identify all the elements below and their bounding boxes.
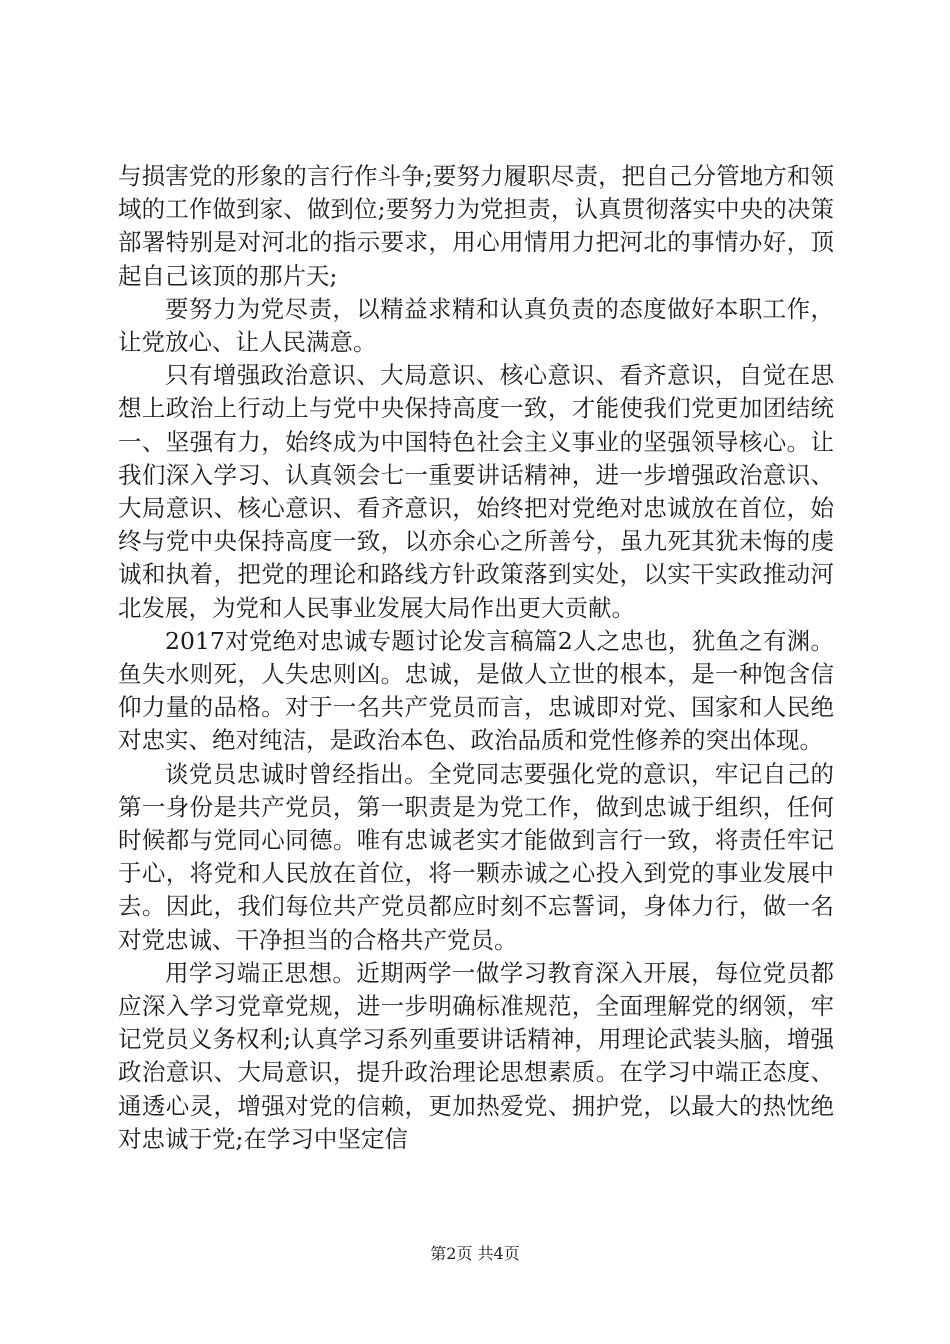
document-body	[118, 160, 834, 1156]
paragraph-2: 要努力为党尽责，以精益求精和认真负责的态度做好本职工作，让党放心、让人民满意。	[118, 294, 834, 357]
paragraph-3: 只有增强政治意识、大局意识、核心意识、看齐意识，自觉在思想上政治上行动上与党中央保持高度一致，才能使我们党更加团结统一、坚强有力，始终成为中国特色社会主义事业的坚强领导核心。让我们深入学习、认真领会七一重要讲话精神，进一步增强政治意识、大局意识、核心意识、看齐意识，始终把对党绝对忠诚放在首位，始终与党中央保持高度一致，以亦余心之所善兮，虽九死其犹未悔的虔诚和执着，把党的理论和路线方针政策落到实处，以实干实政推动河北发展，为党和人民事业发展大局作出更大贡献。	[118, 361, 834, 622]
paragraph-1: 与损害党的形象的言行作斗争;要努力履职尽责，把自己分管地方和领域的工作做到家、做到位;要努力为党担责，认真贯彻落实中央的决策部署特别是对河北的指示要求，用心用情用力把河北的事情办好，顶起自己该顶的那片天;	[118, 162, 834, 290]
paragraph-6: 用学习端正思想。近期两学一做学习教育深入开展，每位党员都应深入学习党章党规，进一步明确标准规范，全面理解党的纲领，牢记党员义务权利;认真学习系列重要讲话精神，用理论武装头脑，增强政治意识、大局意识，提升政治理论思想素质。在学习中端正态度、通透心灵，增强对党的信赖，更加热爱党、拥护党，以最大的热忱绝对忠诚于党;在学习中坚定信	[118, 958, 834, 1153]
page-footer: 第2页 共4页	[430, 1244, 520, 1263]
paragraph-4: 2017对党绝对忠诚专题讨论发言稿篇2人之忠也，犹鱼之有渊。鱼失水则死，人失忠则凶。忠诚，是做人立世的根本，是一种饱含信仰力量的品格。对于一名共产党员而言，忠诚即对党、国家和人民绝对忠实、绝对纯洁，是政治本色、政治品质和党性修养的突出体现。	[118, 626, 834, 755]
paragraph-5: 谈党员忠诚时曾经指出。全党同志要强化党的意识，牢记自己的第一身份是共产党员，第一职责是为党工作，做到忠诚于组织，任何时候都与党同心同德。唯有忠诚老实才能做到言行一致，将责任牢记于心，将党和人民放在首位，将一颗赤诚之心投入到党的事业发展中去。因此，我们每位共产党员都应时刻不忘誓词，身体力行，做一名对党忠诚、干净担当的合格共产党员。	[118, 759, 834, 954]
